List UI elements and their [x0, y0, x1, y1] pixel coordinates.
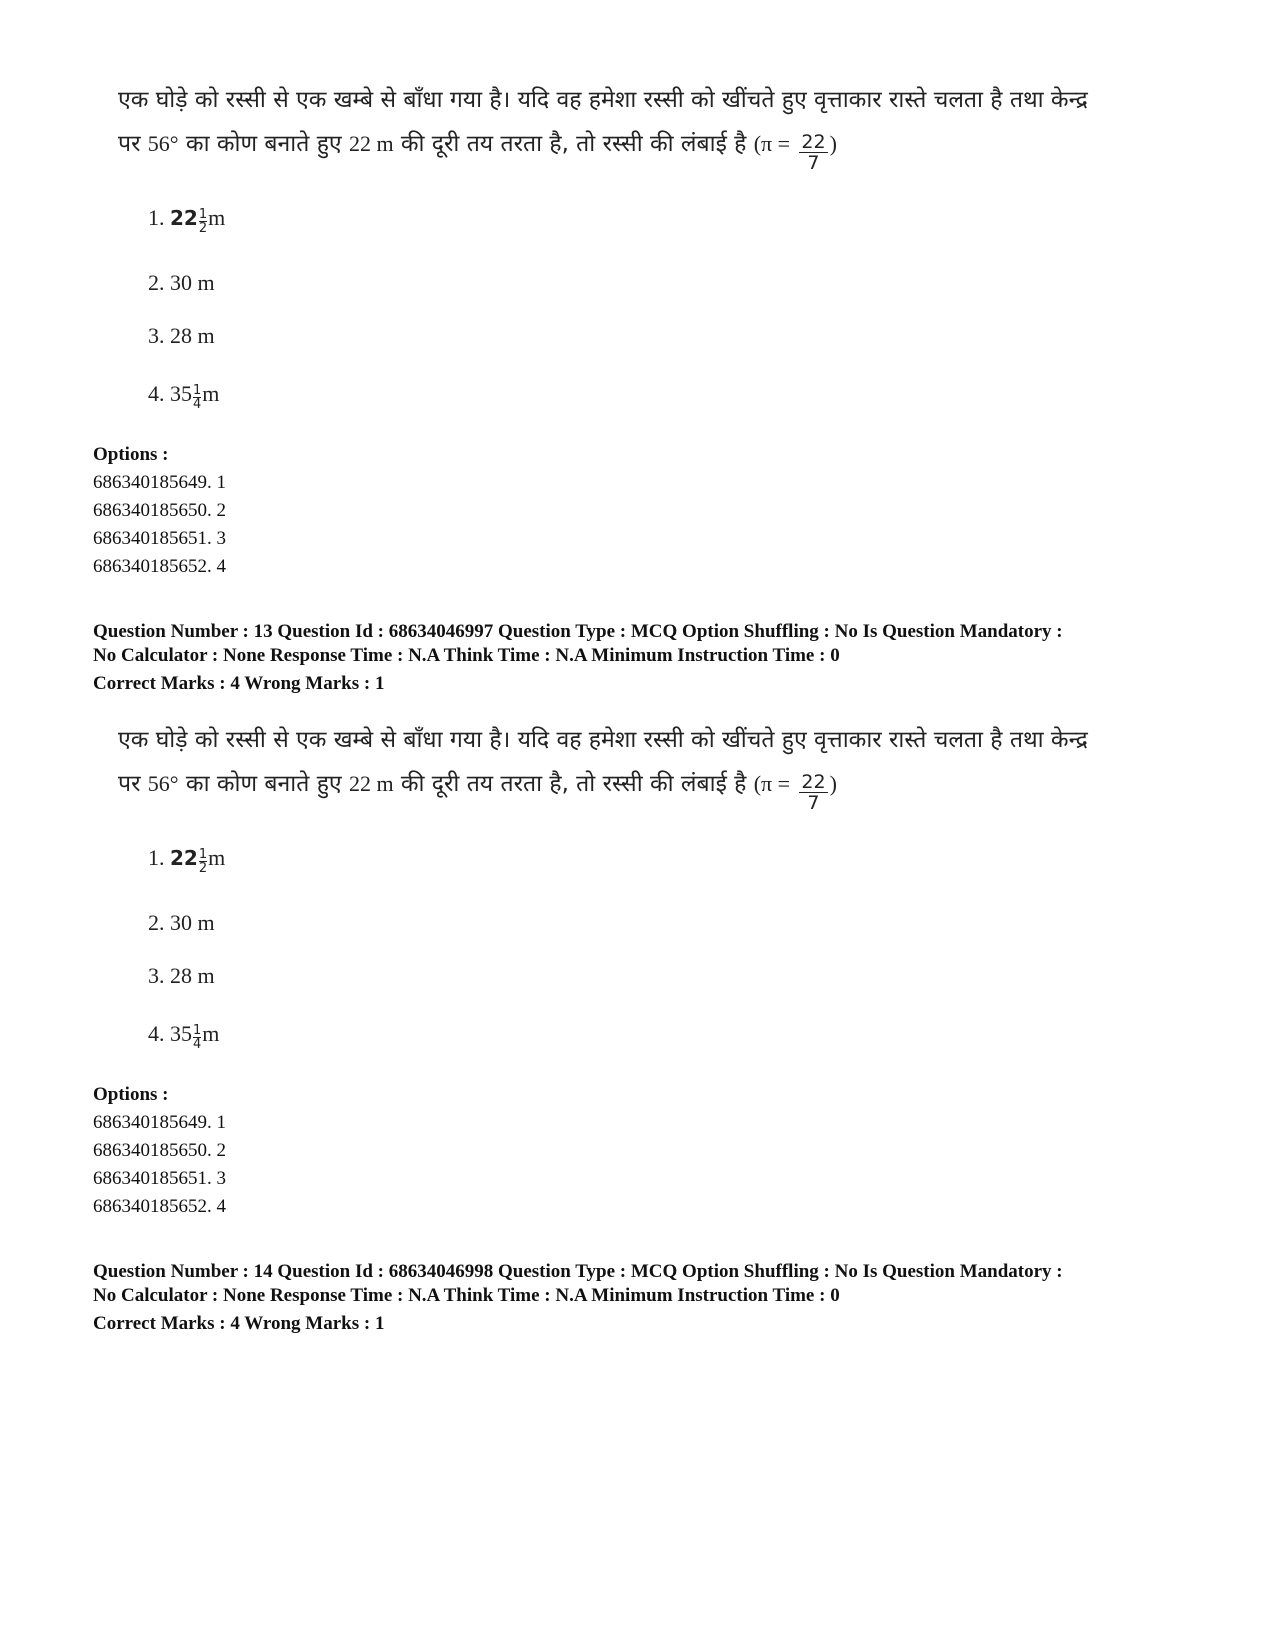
answer-4: 4. 35 $\frac{1}{4}$ m — [148, 381, 220, 413]
question-line-2: पर 56° का कोण बनाते हुए 22 m की दूरी तय तरता है, तो रस्सी की लंबाई है (π = $\frac{22}{7}$ ) — [118, 771, 837, 814]
q13-marks: Correct Marks : 4 Wrong Marks : 1 — [93, 673, 385, 694]
answer-3: 3. 28 m — [148, 963, 215, 988]
question-14-info — [93, 1260, 1063, 1336]
option-3: 686340185651. 3 — [93, 1168, 226, 1189]
options-heading: Options : — [93, 1084, 169, 1105]
option-2: 686340185650. 2 — [93, 1140, 226, 1161]
q13-info-line-2: No Calculator : None Response Time : N.A Think Time : N.A Minimum Instruction Time : 0 — [93, 645, 840, 666]
question-text — [118, 78, 1198, 174]
option-2: 686340185650. 2 — [93, 500, 226, 521]
question-line-2: पर 56° का कोण बनाते हुए 22 m की दूरी तय तरता है, तो रस्सी की लंबाई है (π = $\frac{22}{7}$ ) — [118, 131, 837, 174]
q14-info-line-1: Question Number : 14 Question Id : 68634046998 Question Type : MCQ Option Shuffling : No Is Question Mandatory : — [93, 1261, 1063, 1282]
option-4: 686340185652. 4 — [93, 1196, 226, 1217]
q14-info-line-2: No Calculator : None Response Time : N.A Think Time : N.A Minimum Instruction Time : 0 — [93, 1285, 840, 1306]
answer-1: 1. 22 $\frac{1}{2}$ m — [148, 845, 226, 877]
option-3: 686340185651. 3 — [93, 528, 226, 549]
q14-marks: Correct Marks : 4 Wrong Marks : 1 — [93, 1313, 385, 1334]
option-1: 686340185649. 1 — [93, 472, 226, 493]
answer-3: 3. 28 m — [148, 323, 215, 348]
pi-fraction: $\frac{22}{7}$ — [801, 131, 826, 174]
question-line-1: एक घोड़े को रस्सी से एक खम्बे से बाँधा गया है। यदि वह हमेशा रस्सी को खींचते हुए वृत्ताकार रास्ते चलता है तथा केन्द्र — [118, 87, 1088, 113]
question-13-options-block — [93, 1081, 226, 1221]
answer-2: 2. 30 m — [148, 910, 215, 935]
pi-fraction: $\frac{22}{7}$ — [801, 771, 826, 814]
q13-info-line-1: Question Number : 13 Question Id : 68634046997 Question Type : MCQ Option Shuffling : No Is Question Mandatory : — [93, 621, 1063, 642]
option-4: 686340185652. 4 — [93, 556, 226, 577]
options-block — [93, 441, 226, 581]
options-heading: Options : — [93, 444, 169, 465]
answer-2: 2. 30 m — [148, 270, 215, 295]
question-13-info — [93, 620, 1063, 696]
question-line-1: एक घोड़े को रस्सी से एक खम्बे से बाँधा गया है। यदि वह हमेशा रस्सी को खींचते हुए वृत्ताकार रास्ते चलता है तथा केन्द्र — [118, 727, 1088, 753]
option-1: 686340185649. 1 — [93, 1112, 226, 1133]
answer-1: 1. 22 $\frac{1}{2}$ m — [148, 205, 226, 237]
question-13-text — [118, 718, 1198, 814]
answer-4: 4. 35 $\frac{1}{4}$ m — [148, 1021, 220, 1053]
